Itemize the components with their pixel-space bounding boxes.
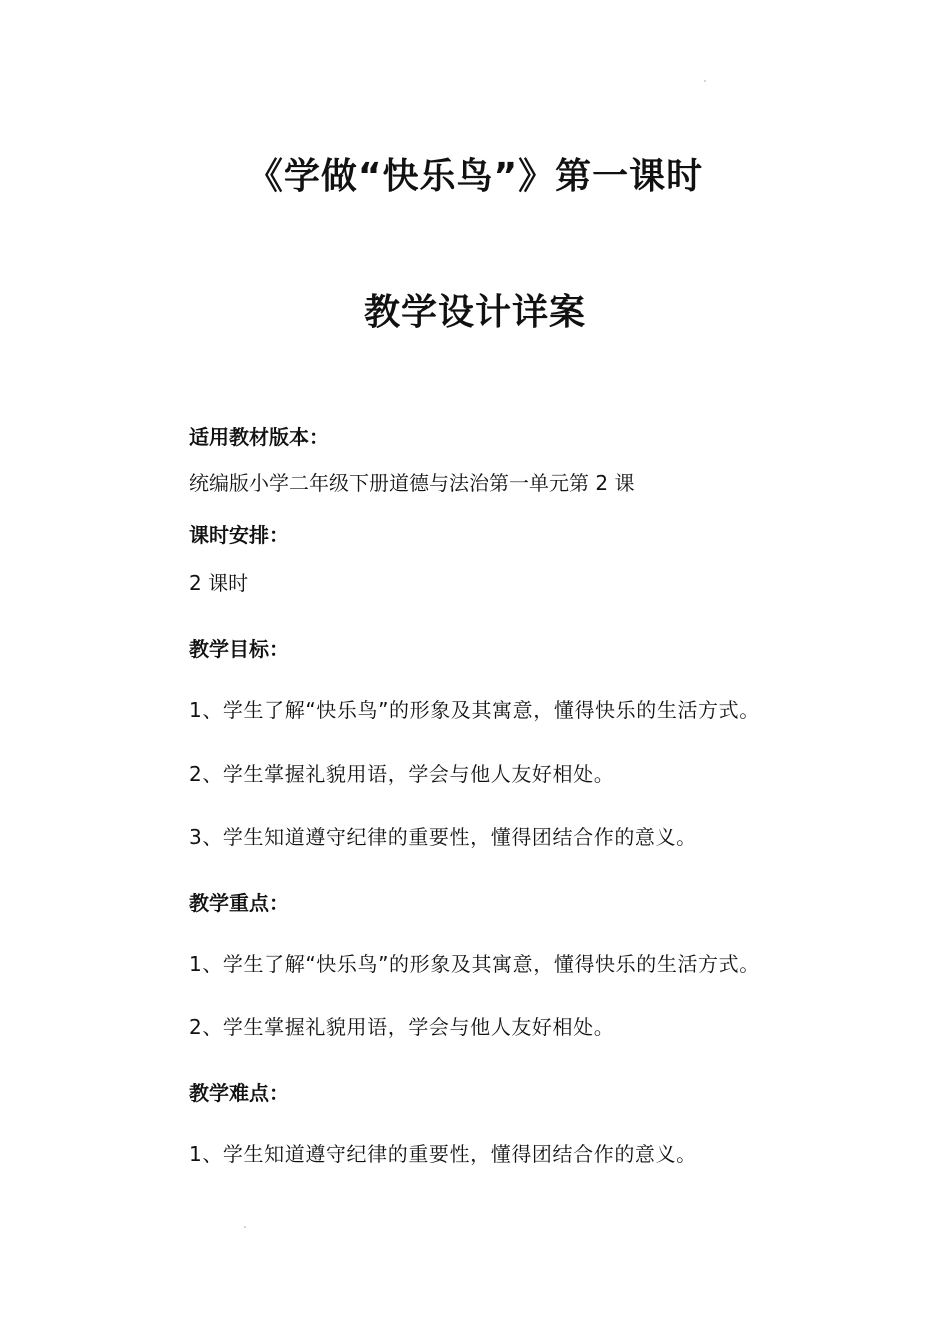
difficulties-heading: 教学难点： [189,1081,289,1105]
schedule-heading: 课时安排： [189,523,289,547]
document-title-line1: 《学做“快乐鸟”》第一课时 [246,156,704,197]
objectives-item: 1、学生了解“快乐鸟”的形象及其寓意，懂得快乐的生活方式。 [189,698,760,722]
document-title-line2: 教学设计详案 [363,292,586,333]
difficulties-item: 1、学生知道遵守纪律的重要性，懂得团结合作的意义。 [189,1142,697,1166]
textbook-content: 统编版小学二年级下册道德与法治第一单元第 2 课 [189,471,635,495]
key-points-item: 1、学生了解“快乐鸟”的形象及其寓意，懂得快乐的生活方式。 [189,952,760,976]
objectives-item: 3、学生知道遵守纪律的重要性，懂得团结合作的意义。 [189,825,697,849]
key-points-heading: 教学重点： [189,891,289,915]
scan-speck [704,80,706,82]
objectives-heading: 教学目标： [189,637,289,661]
key-points-item: 2、学生掌握礼貌用语，学会与他人友好相处。 [189,1015,615,1039]
schedule-content: 2 课时 [189,571,249,595]
textbook-heading: 适用教材版本： [189,425,329,449]
objectives-item: 2、学生掌握礼貌用语，学会与他人友好相处。 [189,762,615,786]
scan-speck [244,1226,246,1228]
